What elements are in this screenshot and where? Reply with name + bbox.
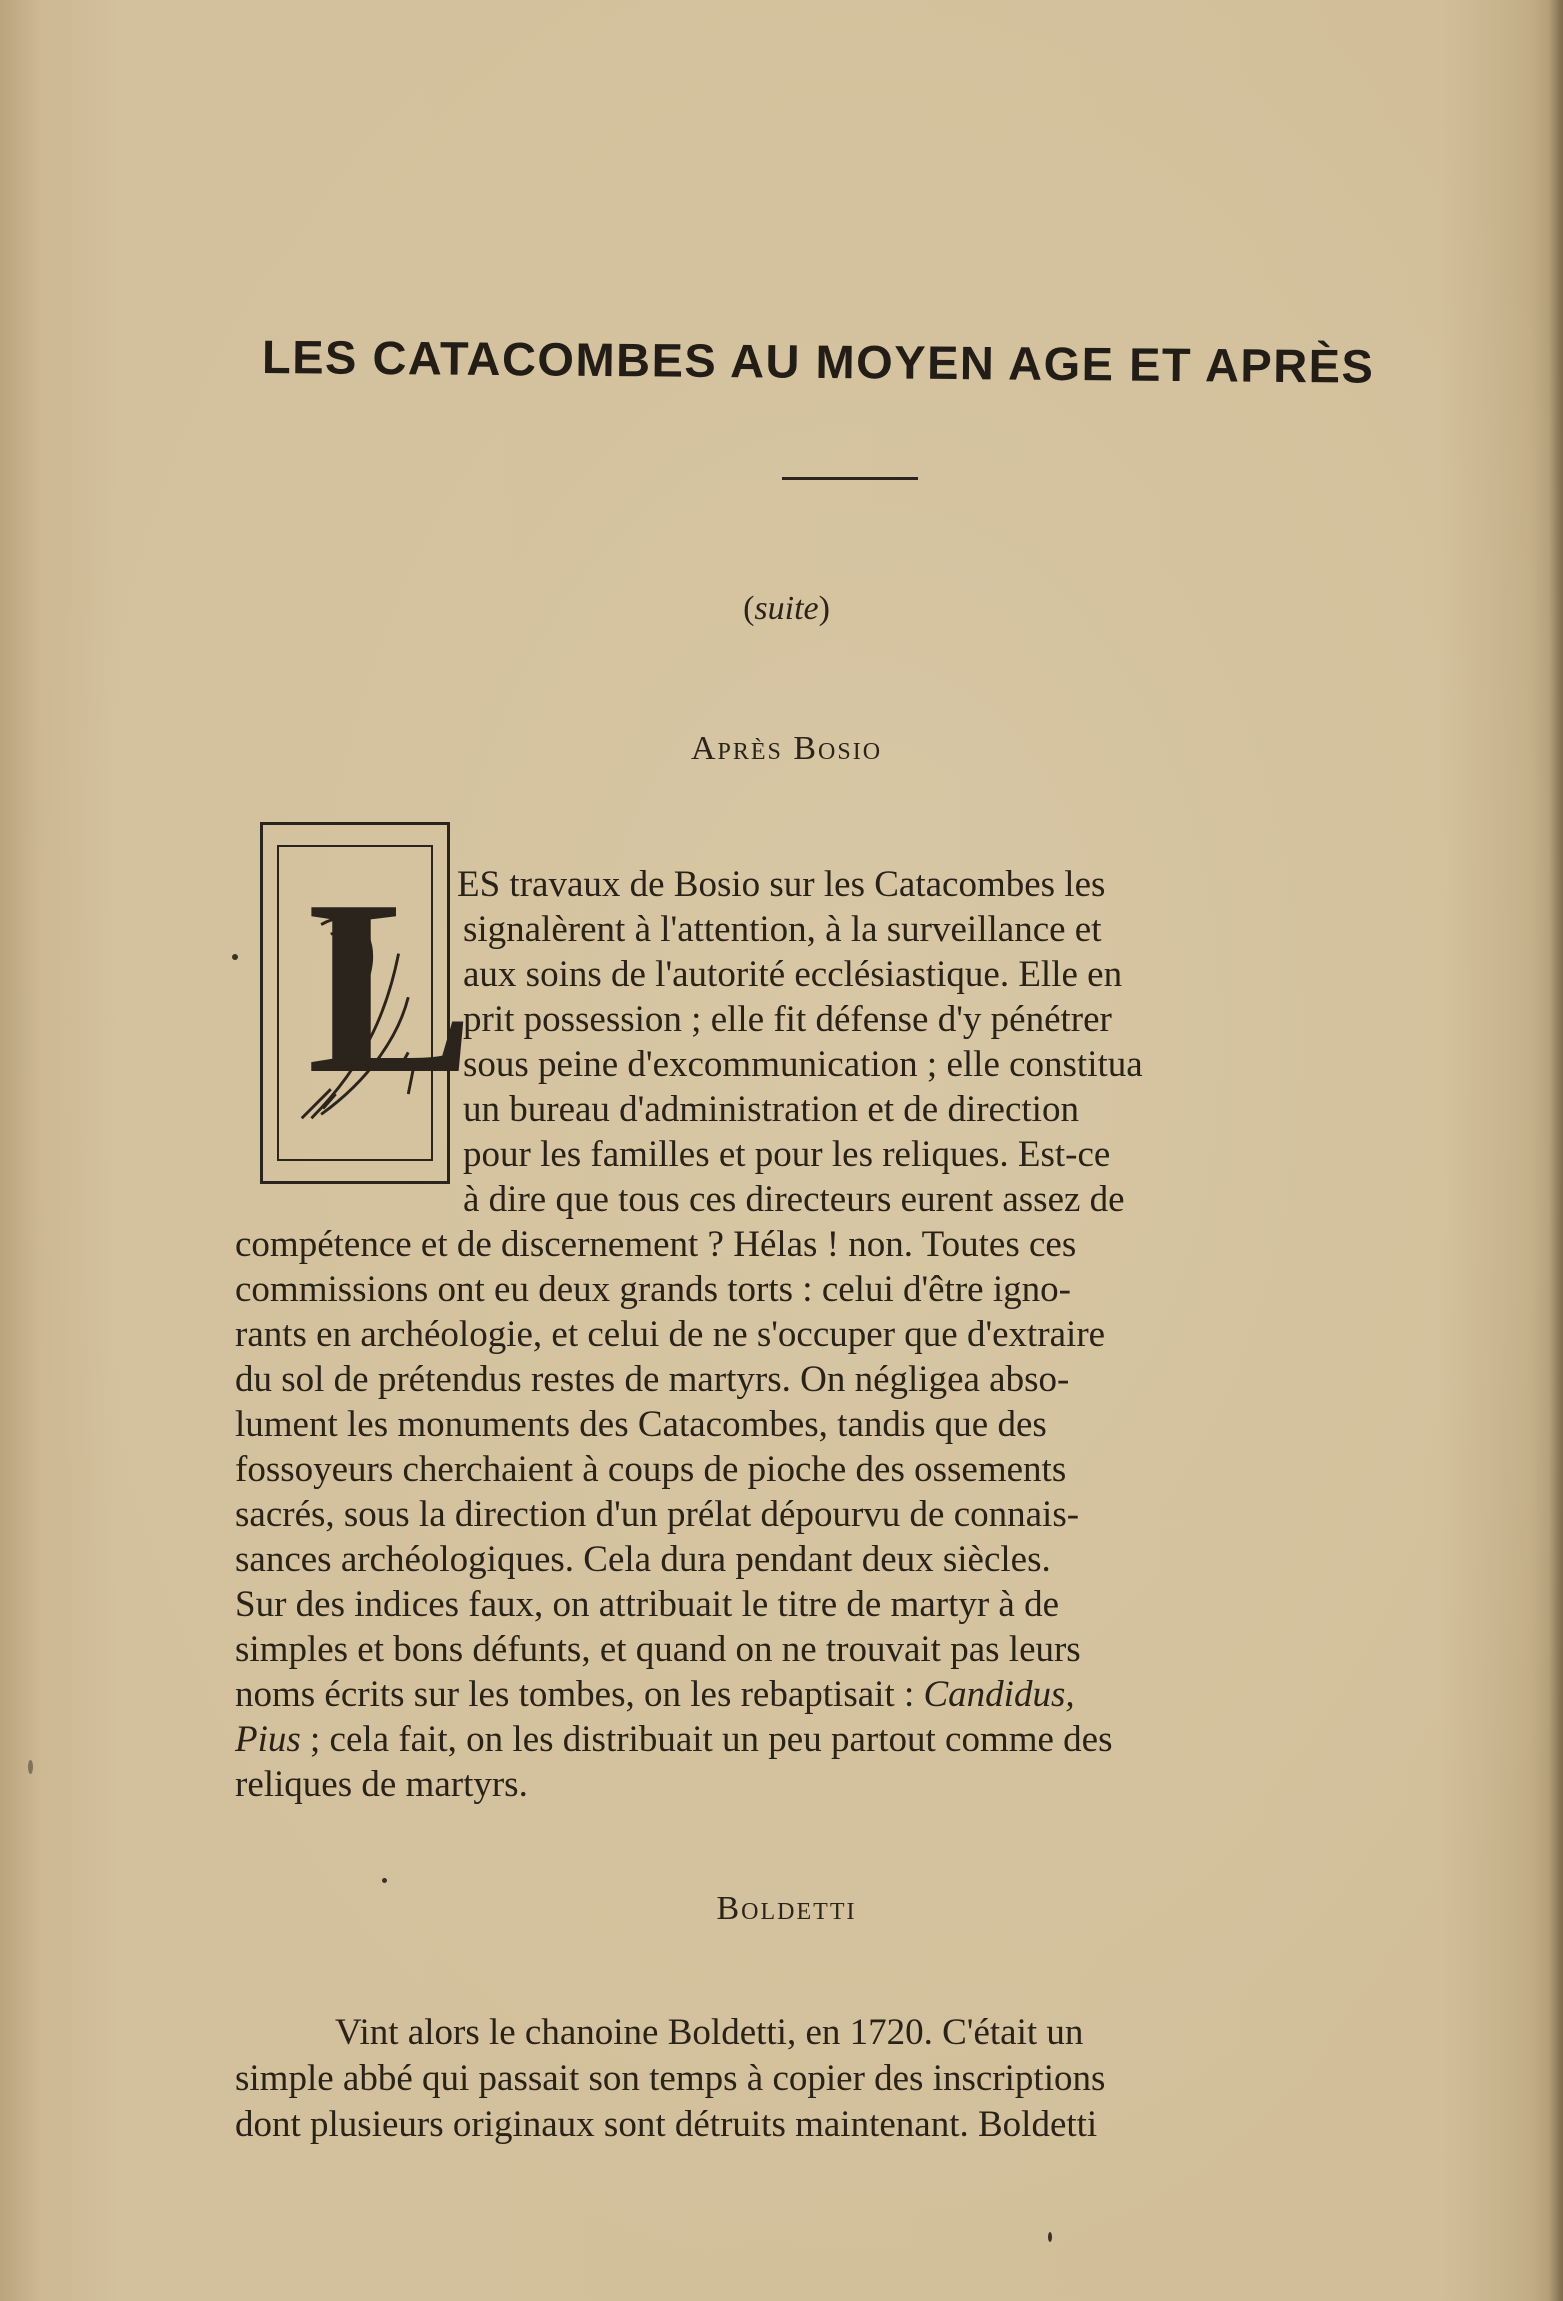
text-line: prit possession ; elle fit défense d'y pénétrer bbox=[463, 999, 1112, 1040]
text-line: aux soins de l'autorité ecclésiastique. Elle en bbox=[463, 954, 1123, 995]
text-line bbox=[235, 1672, 1435, 1717]
text-line: sous peine d'excommunication ; elle constitua bbox=[463, 1044, 1143, 1085]
subtitle: (suite) bbox=[743, 590, 830, 627]
text-line-part: ; cela fait, on les distribuait un peu partout comme des bbox=[300, 1719, 1113, 1760]
italic-name: Pius bbox=[235, 1719, 301, 1760]
text-line bbox=[235, 1717, 1435, 1762]
text-line-part: noms écrits sur les tombes, on les rebaptisait : bbox=[235, 1674, 924, 1715]
section-heading-apres-bosio: Après Bosio bbox=[690, 730, 883, 767]
text-line: dont plusieurs originaux sont détruits maintenant. Boldetti bbox=[235, 2104, 1098, 2145]
text-line: à dire que tous ces directeurs eurent assez de bbox=[463, 1179, 1125, 1220]
text-line: Vint alors le chanoine Boldetti, en 1720. C'était un bbox=[335, 2012, 1084, 2053]
text-line: commissions ont eu deux grands torts : celui d'être igno- bbox=[235, 1269, 1071, 1310]
page-spine-shadow bbox=[1549, 0, 1563, 2301]
italic-name: Candidus, bbox=[923, 1674, 1075, 1715]
text-line: reliques de martyrs. bbox=[235, 1764, 528, 1805]
text-line: pour les familles et pour les reliques. Est-ce bbox=[463, 1134, 1111, 1175]
text-line: rants en archéologie, et celui de ne s'occuper que d'extraire bbox=[235, 1314, 1106, 1355]
text-line: du sol de prétendus restes de martyrs. On négligea abso- bbox=[235, 1359, 1070, 1400]
text-line: simples et bons défunts, et quand on ne trouvait pas leurs bbox=[235, 1629, 1081, 1670]
title-rule bbox=[782, 477, 918, 480]
section-heading-boldetti: Boldetti bbox=[716, 1890, 857, 1927]
text-line: sances archéologiques. Cela dura pendant deux siècles. bbox=[235, 1539, 1051, 1580]
paper-speck bbox=[28, 1760, 33, 1774]
subtitle-text: suite bbox=[754, 590, 819, 627]
drop-cap-letter: L bbox=[307, 849, 474, 1126]
text-line: signalèrent à l'attention, à la surveillance et bbox=[463, 909, 1102, 950]
text-line: compétence et de discernement ? Hélas ! non. Toutes ces bbox=[235, 1224, 1077, 1265]
page-title: LES CATACOMBES AU MOYEN AGE ET APRÈS bbox=[261, 330, 1375, 394]
section1-body bbox=[235, 849, 1435, 1807]
text-line: simple abbé qui passait son temps à copier des inscriptions bbox=[235, 2058, 1106, 2099]
text-line: ES travaux de Bosio sur les Catacombes les bbox=[457, 864, 1106, 905]
paper-speck bbox=[382, 1878, 387, 1883]
paper-speck bbox=[232, 954, 238, 960]
text-line: sacrés, sous la direction d'un prélat dépourvu de connais- bbox=[235, 1494, 1080, 1535]
section2-body bbox=[235, 2010, 1435, 2148]
text-line: Sur des indices faux, on attribuait le titre de martyr à de bbox=[235, 1584, 1060, 1625]
text-line: fossoyeurs cherchaient à coups de pioche des ossements bbox=[235, 1449, 1067, 1490]
paper-speck bbox=[1048, 2232, 1052, 2242]
text-line: lument les monuments des Catacombes, tandis que des bbox=[235, 1404, 1047, 1445]
text-line: un bureau d'administration et de direction bbox=[463, 1089, 1079, 1130]
